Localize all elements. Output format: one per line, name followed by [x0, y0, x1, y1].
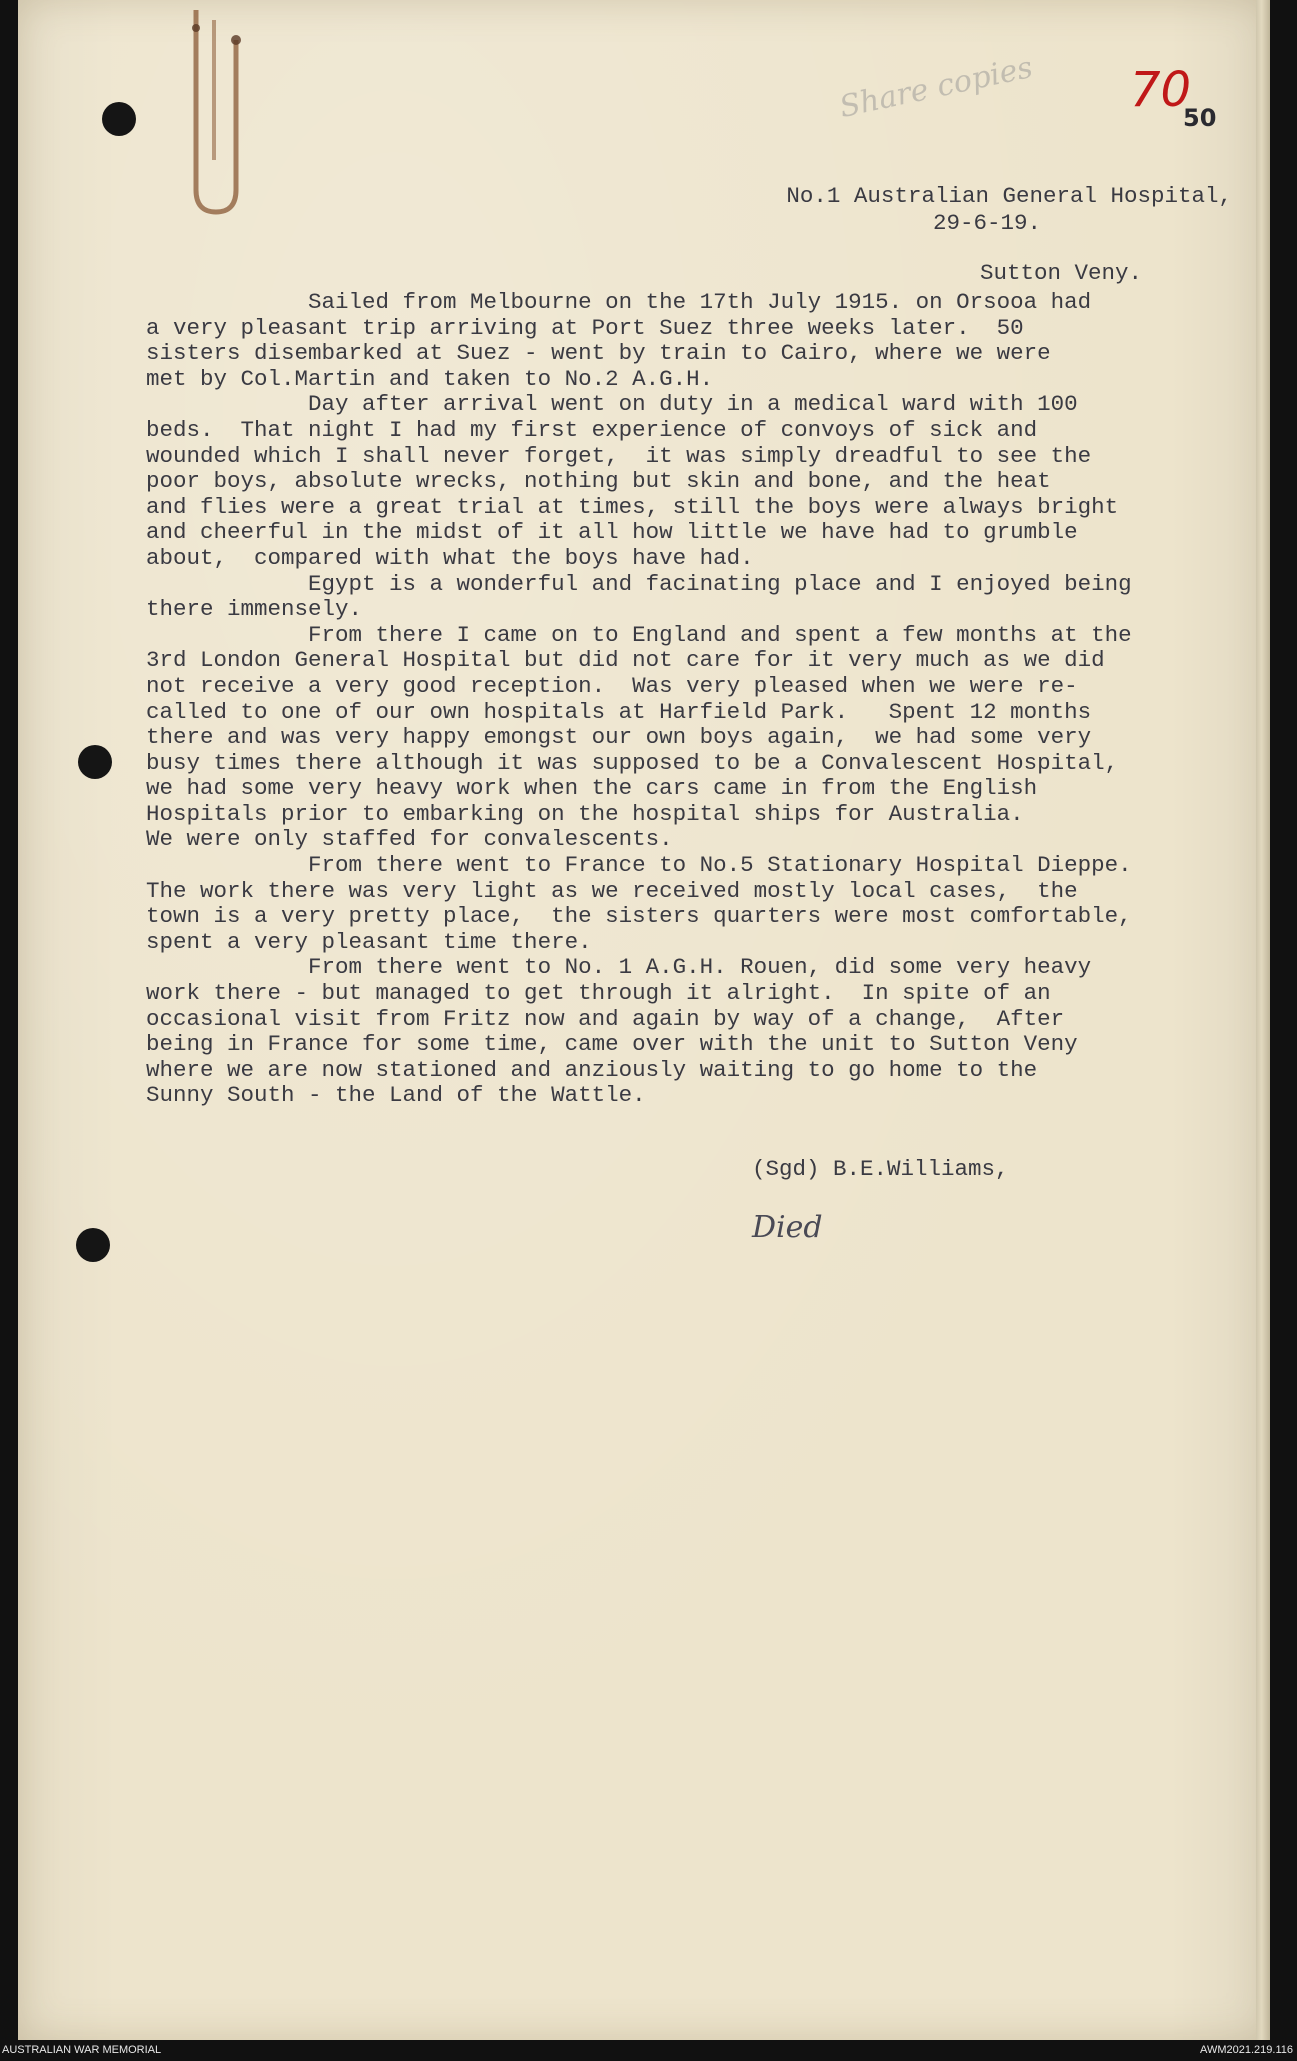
body-line: there and was very happy emongst our own boys again, we had some very	[146, 724, 1092, 751]
punch-hole-middle	[78, 745, 112, 779]
body-line: being in France for some time, came over with the unit to Sutton Veny	[146, 1031, 1078, 1058]
footer-bar	[0, 2040, 1297, 2061]
body-line: spent a very pleasant time there.	[146, 928, 592, 955]
body-line: we had some very heavy work when the cars came in from the English	[146, 775, 1038, 802]
body-line: beds. That night I had my first experience of convoys of sick and	[146, 416, 1038, 443]
header-line-2: Sutton Veny.	[979, 259, 1142, 286]
body-line: met by Col.Martin and taken to No.2 A.G.H.	[146, 365, 714, 392]
body-line: The work there was very light as we received mostly local cases, the	[146, 877, 1078, 904]
body-line: occasional visit from Fritz now and again by way of a change, After	[146, 1005, 1065, 1032]
body-line: not receive a very good reception. Was very pleased when we were re-	[146, 672, 1078, 699]
punch-hole-bottom	[76, 1228, 110, 1262]
footer-credit: AUSTRALIAN WAR MEMORIAL	[2, 2044, 162, 2056]
body-line: there immensely.	[146, 596, 363, 623]
body-line: Egypt is a wonderful and facinating place and I enjoyed being	[146, 570, 1132, 597]
body-line: about, compared with what the boys have had.	[146, 544, 754, 571]
body-line: called to one of our own hospitals at Harfield Park. Spent 12 months	[146, 698, 1092, 725]
signature: (Sgd) B.E.Williams,	[752, 1156, 1009, 1182]
footer-accession-number: AWM2021.219.116	[1200, 2044, 1293, 2056]
body-line: Sunny South - the Land of the Wattle.	[146, 1082, 646, 1109]
body-line: We were only staffed for convalescents.	[146, 826, 673, 853]
letter-date: 29-6-19.	[933, 210, 1042, 236]
paperclip-stain-icon	[184, 0, 254, 220]
folio-number-secondary: 50	[1183, 104, 1217, 132]
body-line: and cheerful in the midst of it all how little we have had to grumble	[146, 519, 1078, 546]
body-line: work there - but managed to get through it alright. In spite of an	[146, 980, 1051, 1007]
header-line-1: No.1 Australian General Hospital,	[786, 183, 1232, 210]
folio-number: 70	[1130, 62, 1192, 118]
body-line: Day after arrival went on duty in a medical ward with 100	[146, 391, 1078, 418]
body-line: From there went to France to No.5 Stationary Hospital Dieppe.	[146, 852, 1132, 879]
body-line: poor boys, absolute wrecks, nothing but skin and bone, and the heat	[146, 468, 1051, 495]
body-line: and flies were a great trial at times, still the boys were always bright	[146, 493, 1119, 520]
body-line: 3rd London General Hospital but did not care for it very much as we did	[146, 647, 1105, 674]
document-page	[18, 0, 1270, 2040]
body-line: wounded which I shall never forget, it was simply dreadful to see the	[146, 442, 1092, 469]
body-line: town is a very pretty place, the sisters quarters were most comfortable,	[146, 903, 1132, 930]
pencil-annotation: Share copies	[836, 49, 1036, 126]
body-line: Sailed from Melbourne on the 17th July 1915. on Orsooa had	[146, 289, 1092, 315]
punch-hole-top	[102, 102, 136, 136]
letter-body	[146, 290, 1132, 1109]
body-line: busy times there although it was supposed to be a Convalescent Hospital,	[146, 749, 1119, 776]
body-line: a very pleasant trip arriving at Port Suez three weeks later. 50	[146, 314, 1024, 341]
body-line: Hospitals prior to embarking on the hospital ships for Australia.	[146, 800, 1024, 827]
body-line: sisters disembarked at Suez - went by train to Cairo, where we were	[146, 340, 1051, 367]
body-line: From there I came on to England and spent a few months at the	[146, 621, 1132, 648]
body-line: where we are now stationed and anziously waiting to go home to the	[146, 1056, 1038, 1083]
page-edge	[1256, 0, 1270, 2040]
handwritten-note: Died	[752, 1210, 823, 1245]
body-line: From there went to No. 1 A.G.H. Rouen, did some very heavy	[146, 954, 1092, 981]
